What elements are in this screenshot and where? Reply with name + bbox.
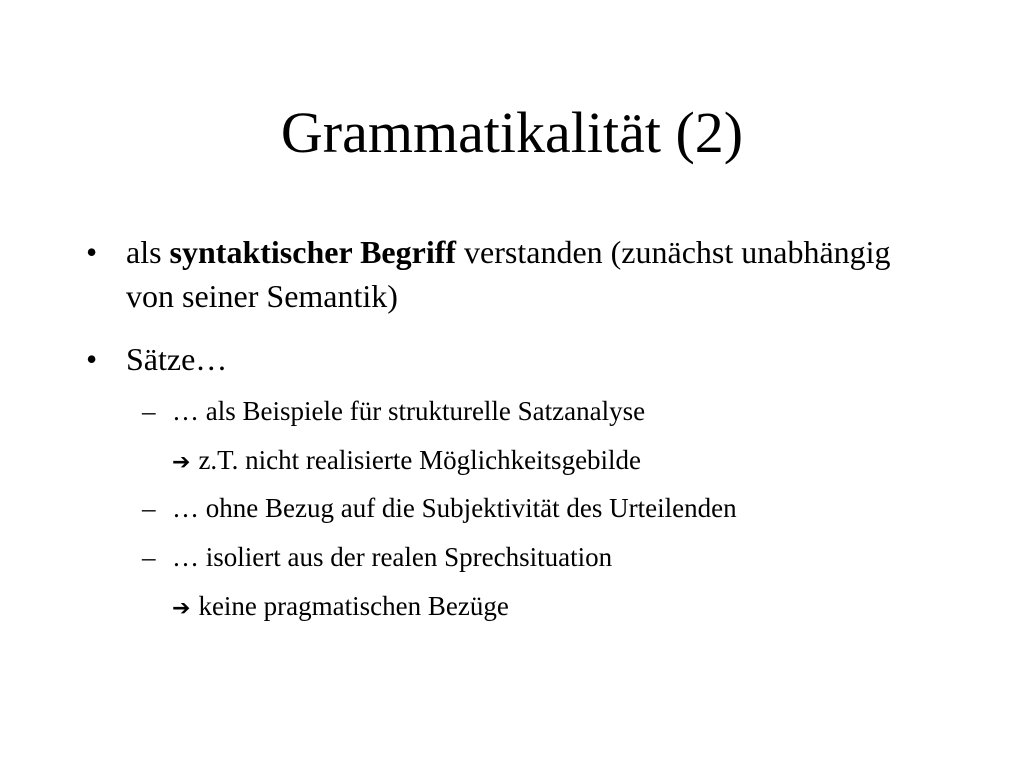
arrow-right-icon: ➔ xyxy=(172,596,191,621)
bullet-marker: • xyxy=(86,234,98,270)
bullet-marker: • xyxy=(86,341,98,377)
continuation-text: z.T. nicht realisierte Möglichkeitsgebilde xyxy=(198,445,642,475)
sub-item-text: … ohne Bezug auf die Subjektivität des Urteilenden xyxy=(172,493,737,523)
dash-marker: – xyxy=(142,493,156,523)
bullet-prefix: als xyxy=(126,234,170,270)
sub-item-text: … als Beispiele für strukturelle Satzanalyse xyxy=(172,396,646,426)
dash-marker: – xyxy=(142,396,156,426)
sub-item-continuation xyxy=(172,443,641,480)
slide-title: Grammatikalität (2) xyxy=(280,100,744,165)
dash-marker: – xyxy=(142,542,156,572)
bullet-text xyxy=(126,230,926,318)
sub-item-continuation xyxy=(172,589,509,626)
bullet-text: Sätze… xyxy=(126,341,228,377)
bullet-bold-term: syntaktischer Begriff xyxy=(169,234,457,270)
arrow-right-icon: ➔ xyxy=(172,450,191,475)
continuation-text: keine pragmatischen Bezüge xyxy=(198,591,509,621)
bullet-suffix: verstanden (zunächst unabhängig von seiner Semantik) xyxy=(126,234,891,314)
sub-item-text: … isoliert aus der realen Sprechsituation xyxy=(172,542,613,572)
